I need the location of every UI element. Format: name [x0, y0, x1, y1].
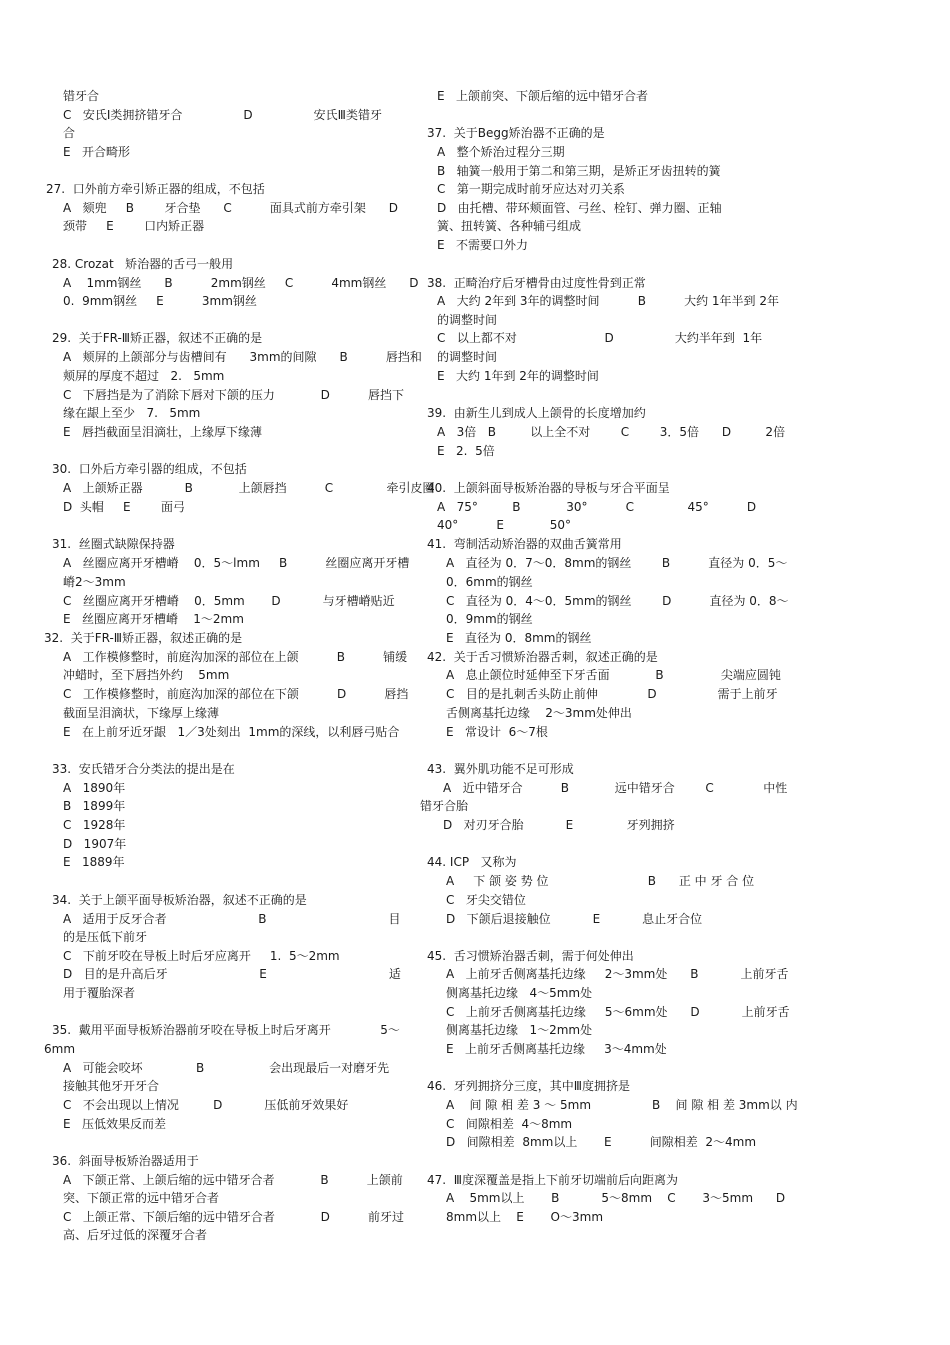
left-column-text-line: 30. 口外后方牵引器的组成，不包括: [52, 462, 247, 476]
right-column-text-line: A 下 颌 姿 势 位 B 正 中 牙 合 位: [446, 874, 755, 888]
right-column-text-line: A 间 隙 相 差 3 ～ 5mm B 间 隙 相 差 3mm以 内: [446, 1098, 798, 1112]
right-column-text-line: D 由托槽、带环颊面管、弓丝、栓钉、弹力圈、正轴: [437, 201, 722, 215]
left-column-text-line: 颈带 E 口内矫正器: [63, 219, 205, 233]
left-column-text-line: C 下唇挡是为了消除下唇对下颌的压力 D 唇挡下: [63, 388, 404, 402]
right-column-text-line: 的调整时间: [437, 350, 498, 364]
right-column-text-line: A 75° B 30° C 45° D: [437, 500, 757, 514]
right-column-text-line: 41. 弯制活动矫治器的双曲舌簧常用: [427, 537, 622, 551]
right-column-text-line: C 第一期完成时前牙应达对刃关系: [437, 182, 625, 196]
right-column-text-line: 40. 上颌斜面导板矫治器的导板与牙合平面呈: [427, 481, 670, 495]
right-column-text-line: 47. Ⅲ度深覆盖是指上下前牙切端前后向距离为: [427, 1173, 678, 1187]
left-column-text-line: E 唇挡截面呈泪滴壮，上缘厚下缘薄: [63, 425, 263, 439]
right-column-text-line: C 间隙相差 4～8mm: [446, 1117, 573, 1131]
left-column-text-line: 颊屏的厚度不超过 2. 5mm: [63, 369, 225, 383]
left-column-text-line: 错牙合: [63, 89, 100, 103]
left-column-text-line: C 安氏Ⅰ类拥挤错牙合 D 安氏Ⅲ类错牙: [63, 108, 382, 122]
right-column-text-line: 舌侧离基托边缘 2～3mm处伸出: [446, 706, 632, 720]
left-column-text-line: A 下颌正常、上颌后缩的远中错牙合者 B 上颌前: [63, 1173, 403, 1187]
right-column-text-line: A 3倍 B 以上全不对 C 3．5倍 D 2倍: [437, 425, 786, 439]
left-column-text-line: 35. 戴用平面导板矫治器前牙咬在导板上时后牙离开 5～: [52, 1023, 400, 1037]
left-column-text-line: 31. 丝圈式缺隙保持器: [52, 537, 175, 551]
right-column-text-line: 44. ICP 又称为: [427, 855, 517, 869]
right-column-text-line: 40° E 50°: [437, 518, 572, 532]
right-column-text-line: 侧离基托边缘 1～2mm处: [446, 1023, 593, 1037]
right-column-text-line: E 上前牙舌侧离基托边缘 3～4mm处: [446, 1042, 667, 1056]
left-column-text-line: E 压低效果反而差: [63, 1117, 167, 1131]
right-column-text-line: C 上前牙舌侧离基托边缘 5～6mm处 D 上前牙舌: [446, 1005, 790, 1019]
right-column-text-line: E 上颌前突、下颌后缩的远中错牙合者: [437, 89, 649, 103]
left-column-text-line: A 上颌矫正器 B 上颌唇挡 C 牵引皮圈: [63, 481, 435, 495]
left-column-text-line: D 头帽 E 面弓: [63, 500, 186, 514]
left-column-text-line: C 1928年: [63, 818, 126, 832]
right-column-text-line: B 轴簧一般用于第二和第三期，是矫正牙齿扭转的簧: [437, 164, 721, 178]
right-column-text-line: C 目的是扎刺舌头防止前伸 D 需于上前牙: [446, 687, 778, 701]
left-column-text-line: 用于覆胎深者: [63, 986, 136, 1000]
right-column-text-line: 43. 翼外肌功能不足可形成: [427, 762, 574, 776]
right-column-text-line: 侧离基托边缘 4～5mm处: [446, 986, 593, 1000]
left-column-text-line: D 1907年: [63, 837, 127, 851]
right-column-text-line: 38. 正畸治疗后牙槽骨由过度性骨到正常: [427, 276, 646, 290]
right-column-text-line: 簧、扭转簧、各种辅弓组成: [437, 219, 582, 233]
right-column-text-line: 0．6mm的钢丝: [446, 575, 533, 589]
right-column-text-line: A 直径为 0．7～0．8mm的钢丝 B 直径为 0．5～: [446, 556, 788, 570]
left-column-text-line: C 不会出现以上情况 D 压低前牙效果好: [63, 1098, 349, 1112]
left-column-text-line: A 颏兜 B 牙合垫 C 面具式前方牵引架 D: [63, 201, 399, 215]
left-column-text-line: 6mm: [44, 1042, 76, 1056]
right-column-text-line: A 上前牙舌侧离基托边缘 2～3mm处 B 上前牙舌: [446, 967, 789, 981]
left-column-text-line: E 1889年: [63, 855, 125, 869]
left-column-text-line: A 丝圈应离开牙槽嵴 0．5～lmm B 丝圈应离开牙槽: [63, 556, 410, 570]
right-column-text-line: C 直径为 0．4～0．5mm的钢丝 D 直径为 0．8～: [446, 594, 789, 608]
left-column-text-line: 34. 关于上颌平面导板矫治器，叙述不正确的是: [52, 893, 307, 907]
left-column-text-line: 嵴2～3mm: [63, 575, 126, 589]
right-column-text-line: 0．9mm的钢丝: [446, 612, 533, 626]
left-column-text-line: B 1899年: [63, 799, 126, 813]
left-column-text-line: 突、下颌正常的远中错牙合者: [63, 1191, 220, 1205]
right-column-text-line: A 5mm以上 B 5～8mm C 3～5mm D: [446, 1191, 786, 1205]
right-column-text-line: 37. 关于Begg矫治器不正确的是: [427, 126, 605, 140]
right-column-text-line: D 间隙相差 8mm以上 E 间隙相差 2～4mm: [446, 1135, 757, 1149]
left-column-text-line: D 目的是升高后牙 E 适: [63, 967, 401, 981]
left-column-text-line: 27. 口外前方牵引矫正器的组成，不包括: [46, 182, 265, 196]
right-column-text-line: 8mm以上 E O～3mm: [446, 1210, 604, 1224]
left-column-text-line: 接触其他牙开牙合: [63, 1079, 160, 1093]
left-column-text-line: 36. 斜面导板矫治器适用于: [52, 1154, 199, 1168]
left-column-text-line: E 开合畸形: [63, 145, 131, 159]
left-column-text-line: C 上颌正常、下颌后缩的远中错牙合者 D 前牙过: [63, 1210, 404, 1224]
right-column-text-line: 42. 关于舌习惯矫治器舌刺，叙述正确的是: [427, 650, 658, 664]
left-column-text-line: A 1890年: [63, 781, 126, 795]
left-column-text-line: 缘在龈上至少 7. 5mm: [63, 406, 201, 420]
left-column-text-line: C 工作模修整时，前庭沟加深的部位在下颌 D 唇挡: [63, 687, 409, 701]
right-column-text-line: D 下颌后退接触位 E 息止牙合位: [446, 912, 703, 926]
right-column-text-line: 45. 舌习惯矫治器舌刺，需于何处伸出: [427, 949, 634, 963]
right-column-text-line: 的调整时间: [437, 313, 498, 327]
right-column-text-line: E 大约 1年到 2年的调整时间: [437, 369, 599, 383]
left-column-text-line: 32. 关于FR-Ⅲ矫正器，叙述正确的是: [44, 631, 243, 645]
right-column-text-line: E 常设计 6～7根: [446, 725, 548, 739]
right-column-text-line: 错牙合胎: [420, 799, 469, 813]
left-column-text-line: 高、后牙过低的深覆牙合者: [63, 1228, 208, 1242]
right-column-text-line: 39. 由新生儿到成人上颌骨的长度增加约: [427, 406, 646, 420]
left-column-text-line: 28. Crozat 矫治器的舌弓一般用: [52, 257, 234, 271]
left-column-text-line: 33. 安氏错牙合分类法的提出是在: [52, 762, 235, 776]
right-column-text-line: 46. 牙列拥挤分三度，其中Ⅲ度拥挤是: [427, 1079, 630, 1093]
left-column-text-line: 29. 关于FR-Ⅲ矫正器，叙述不正确的是: [52, 331, 263, 345]
left-column-text-line: 冲蜡时，至下唇挡外约 5mm: [63, 668, 230, 682]
left-column-text-line: 合: [63, 126, 76, 140]
left-column-text-line: 的是压低下前牙: [63, 930, 148, 944]
right-column-text-line: C 以上都不对 D 大约半年到 1年: [437, 331, 763, 345]
left-column-text-line: A 适用于反牙合者 B 目: [63, 912, 401, 926]
left-column-text-line: 截面呈泪滴状，下缘厚上缘薄: [63, 706, 220, 720]
right-column-text-line: E 直径为 0．8mm的钢丝: [446, 631, 592, 645]
right-column-text-line: E 2. 5倍: [437, 444, 495, 458]
left-column-text-line: C 丝圈应离开牙槽嵴 0．5mm D 与牙槽嵴贴近: [63, 594, 395, 608]
right-column-text-line: A 近中错牙合 B 远中错牙合 C 中性: [443, 781, 788, 795]
right-column-text-line: C 牙尖交错位: [446, 893, 526, 907]
left-column-text-line: 0. 9mm钢丝 E 3mm钢丝: [63, 294, 257, 308]
left-column-text-line: A 1mm钢丝 B 2mm钢丝 C 4mm钢丝 D: [63, 276, 419, 290]
left-column-text-line: A 工作模修整时，前庭沟加深的部位在上颌 B 铺缓: [63, 650, 408, 664]
right-column-text-line: A 息止颌位时延伸至下牙舌面 B 尖端应圆钝: [446, 668, 781, 682]
right-column-text-line: D 对刃牙合胎 E 牙列拥挤: [443, 818, 675, 832]
right-column-text-line: E 不需要口外力: [437, 238, 529, 252]
left-column-text-line: C 下前牙咬在导板上时后牙应离开 1. 5～2mm: [63, 949, 340, 963]
right-column-text-line: A 整个矫治过程分三期: [437, 145, 565, 159]
left-column-text-line: A 颊屏的上颌部分与齿槽间有 3mm的间隙 B 唇挡和: [63, 350, 422, 364]
left-column-text-line: E 在上前牙近牙龈 1／3处刻出 1mm的深线，以利唇弓贴合: [63, 725, 400, 739]
left-column-text-line: A 可能会咬坏 B 会出现最后一对磨牙先: [63, 1061, 390, 1075]
right-column-text-line: A 大约 2年到 3年的调整时间 B 大约 1年半到 2年: [437, 294, 779, 308]
left-column-text-line: E 丝圈应离开牙槽嵴 1～2mm: [63, 612, 244, 626]
